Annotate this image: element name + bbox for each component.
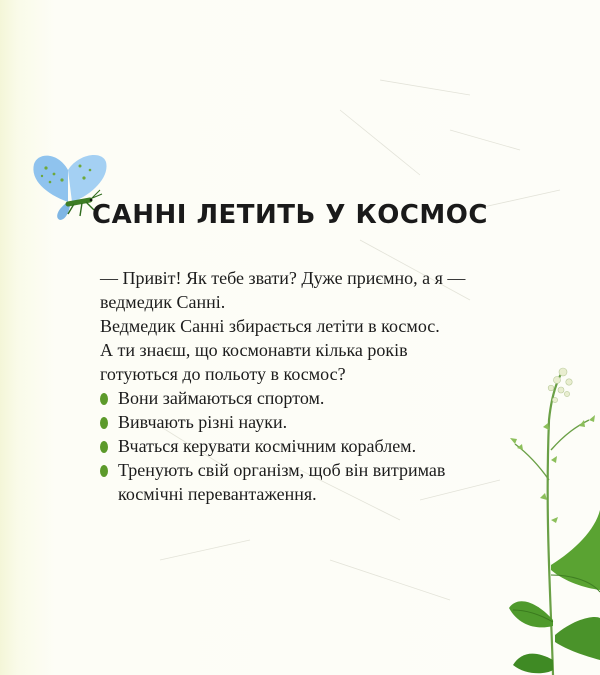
list-item-text: Вони займаються спортом. — [118, 388, 325, 408]
paragraph-line: Ведмедик Санні збирається летіти в космос. — [100, 316, 440, 336]
bullet-dot-icon — [100, 441, 108, 453]
story-text — [100, 266, 510, 506]
bullet-dot-icon — [100, 417, 108, 429]
paragraph-line: — Привіт! Як тебе звати? Дуже приємно, а я — — [100, 268, 466, 288]
paragraph-line: готуються до польоту в космос? — [100, 364, 346, 384]
list-item — [100, 410, 510, 434]
plant-icon — [505, 360, 600, 675]
page-title: САННІ ЛЕТИТЬ У КОСМОС — [92, 200, 488, 230]
list-item-text: Вчаться керувати космічним кораблем. — [118, 436, 417, 456]
list-item — [100, 434, 510, 458]
bullet-dot-icon — [100, 465, 108, 477]
list-item — [100, 386, 510, 410]
bullet-dot-icon — [100, 393, 108, 405]
list-item-text: Тренують свій організм, щоб він витримав — [118, 460, 446, 480]
bullet-list — [100, 386, 510, 506]
list-item — [100, 458, 510, 506]
paragraph-line: ведмедик Санні. — [100, 292, 226, 312]
list-item-text-continued: космічні перевантаження. — [118, 484, 317, 504]
paragraph-line: А ти знаєш, що космонавти кілька років — [100, 340, 408, 360]
list-item-text: Вивчають різні науки. — [118, 412, 288, 432]
